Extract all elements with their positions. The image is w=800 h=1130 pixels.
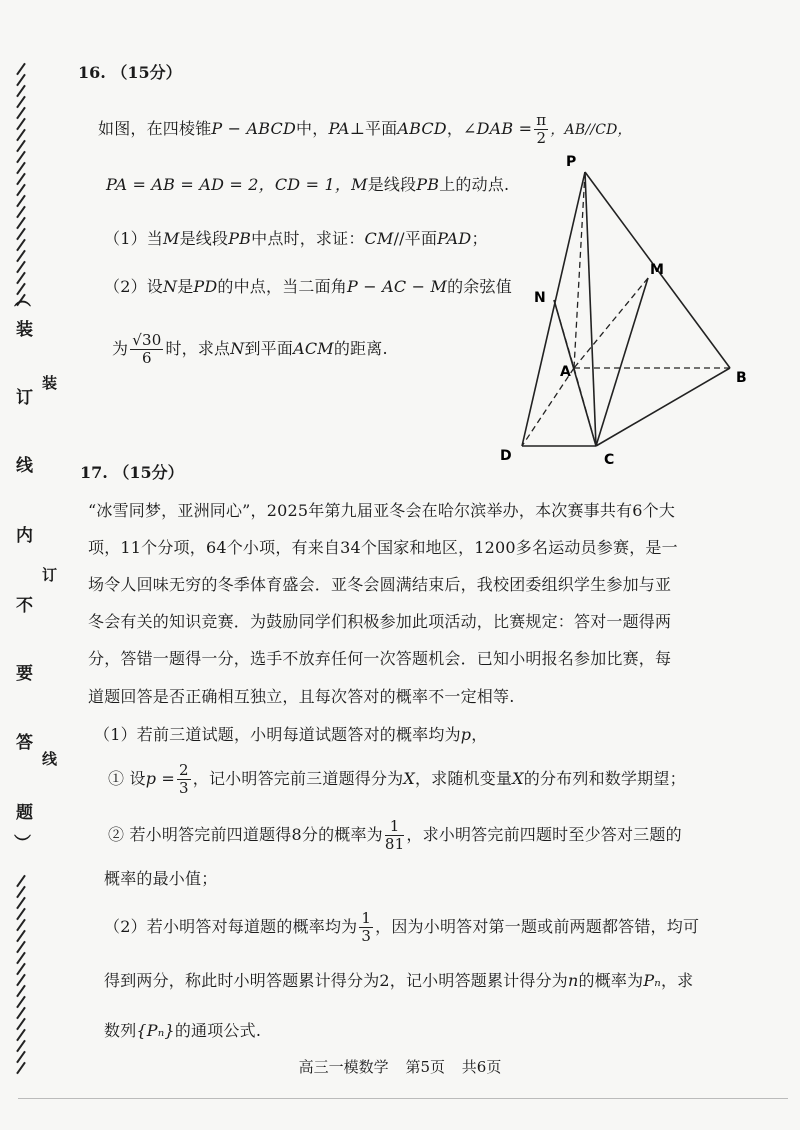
q16-text: ⊥平面 xyxy=(349,119,398,138)
frac-numerator: π xyxy=(536,111,547,129)
q17-math: p = xyxy=(145,769,176,788)
q17-math: n xyxy=(567,971,579,990)
q16-math: ABCD xyxy=(397,119,447,138)
q16-line1 xyxy=(98,112,632,147)
label-D: D xyxy=(500,448,512,464)
edge-PA xyxy=(574,172,585,368)
q16-math: CM xyxy=(364,229,394,248)
q16-math: P − ABCD xyxy=(211,119,297,138)
q17-text: 的概率为 xyxy=(578,971,644,990)
q16-math: N xyxy=(230,339,245,358)
q17-sub1 xyxy=(108,762,686,797)
binding-char-xian: 线 xyxy=(16,456,33,476)
frac-denominator: 3 xyxy=(179,779,189,797)
q17-text: ，记小明答完前三道题得分为 xyxy=(192,769,404,788)
page-footer xyxy=(0,1056,800,1077)
label-C: C xyxy=(604,452,615,468)
q17-math: {Pₙ} xyxy=(136,1021,175,1040)
q17-text: ，求随机变量 xyxy=(414,769,513,788)
q17-text: 的通项公式. xyxy=(174,1021,262,1040)
frac-numerator: 2 xyxy=(179,761,189,779)
q16-text: 到平面 xyxy=(244,339,294,358)
q17-text: ② 若小明答完前四道题得8分的概率为 xyxy=(108,825,383,844)
q16-text: 中点时，求证： xyxy=(251,229,365,248)
frac-denominator: 81 xyxy=(384,835,405,853)
binding-char-ti: 题 xyxy=(16,803,33,823)
label-M: M xyxy=(650,262,664,278)
binding-dashes-top xyxy=(10,68,32,310)
q17-para-line1: “冰雪同梦，亚洲同心”，2025年第九届亚冬会在哈尔滨举办，本次赛事共有6个大 xyxy=(88,501,676,520)
q16-math: PB xyxy=(416,175,440,194)
binding-paren-open: ︵ xyxy=(14,290,31,310)
q16-line2 xyxy=(106,172,509,195)
q16-header: 16. （15分） xyxy=(78,63,182,82)
q17-fraction-1-over-3 xyxy=(359,910,373,945)
q16-text: 是 xyxy=(177,277,194,296)
binding-char-da: 答 xyxy=(16,733,33,753)
q16-math: PAD xyxy=(437,229,472,248)
q16-text: 是线段 xyxy=(179,229,229,248)
q16-text: ； xyxy=(471,229,488,248)
q17-part2 xyxy=(104,910,699,945)
edge-PC xyxy=(585,172,596,446)
binding-paren-close: ︶ xyxy=(14,834,31,854)
q16-fraction-pi-over-2 xyxy=(534,112,548,147)
q17-text: ① 设 xyxy=(108,769,146,788)
frac-denominator: 3 xyxy=(361,927,372,945)
q17-sub2 xyxy=(108,818,682,853)
q17-para-line4: 冬会有关的知识竞赛．为鼓励同学们积极参加此项活动，比赛规定：答对一题得两 xyxy=(88,612,672,631)
q17-fraction-1-over-81 xyxy=(385,818,405,853)
q17-text: ，求 xyxy=(660,971,694,990)
binding-char-ding: 订 xyxy=(16,388,33,408)
frac-denominator: 2 xyxy=(536,129,547,147)
label-N: N xyxy=(534,290,546,306)
q17-text: 得到两分，称此时小明答题累计得分为2，记小明答题累计得分为 xyxy=(104,971,568,990)
q16-text: 的中点，当二面角 xyxy=(217,277,347,296)
q16-math: ACM xyxy=(293,339,334,358)
q16-math: P − AC − M xyxy=(347,277,448,296)
q16-math: M xyxy=(162,229,180,248)
q16-part2 xyxy=(104,274,512,297)
q17-fraction-2-over-3 xyxy=(177,762,191,797)
edge-MA xyxy=(574,278,648,368)
q16-text: 上的动点. xyxy=(439,175,510,194)
q17-text: ， xyxy=(471,725,488,744)
q16-math: PA xyxy=(328,119,350,138)
q17-header: 17. （15分） xyxy=(80,463,184,482)
binding-char-nei: 内 xyxy=(16,526,33,546)
q16-text: 时，求点 xyxy=(165,339,231,358)
edge-NA xyxy=(554,300,574,368)
q16-text: //平面 xyxy=(393,229,438,248)
pyramid-figure xyxy=(490,150,770,470)
label-A: A xyxy=(560,364,571,380)
q16-text: （2）设 xyxy=(104,277,163,296)
q16-text: 为 xyxy=(112,339,129,358)
q16-math: N xyxy=(162,277,178,296)
q16-text: 的距离. xyxy=(333,339,388,358)
binding-dashes-bottom xyxy=(10,880,32,1078)
label-P: P xyxy=(566,154,577,170)
q17-text: 的分布列和数学期望； xyxy=(523,769,686,788)
q16-fraction-sqrt30-over-6 xyxy=(130,332,163,367)
binding-char-zhuang: 装 xyxy=(16,320,33,340)
q16-math: PA = AB = AD = 2，CD = 1， xyxy=(106,175,352,194)
frac-numerator: √30 xyxy=(132,331,162,349)
q16-text: 中， xyxy=(296,119,329,138)
footer-total-pages: 共6页 xyxy=(461,1058,502,1076)
q17-part1 xyxy=(94,722,487,745)
q17-para-line5: 分，答错一题得一分，选手不放弃任何一次答题机会．已知小明报名参加比赛，每 xyxy=(88,649,672,668)
q16-part1 xyxy=(104,226,488,249)
q17-math: X xyxy=(512,769,524,788)
binding-inner-zhuang: 装 xyxy=(42,374,58,392)
frac-numerator: 1 xyxy=(361,909,372,927)
q17-part2c xyxy=(104,1018,261,1041)
q17-text: ，因为小明答对第一题或前两题都答错，均可 xyxy=(375,917,700,936)
footer-page-number: 第5页 xyxy=(405,1058,445,1076)
q16-text: （1）当 xyxy=(104,229,163,248)
q16-part2b xyxy=(112,332,388,367)
q17-para-line6: 道题回答是否正确相互独立，且每次答对的概率不一定相等. xyxy=(88,687,515,706)
q16-math: PD xyxy=(193,277,218,296)
q17-text: 数列 xyxy=(104,1021,137,1040)
q17-math: Pₙ xyxy=(643,971,661,990)
edge-PD xyxy=(522,172,585,446)
binding-char-bu: 不 xyxy=(16,596,33,616)
q16-text: 的余弦值 xyxy=(447,277,512,296)
footer-subject: 高三一模数学 xyxy=(298,1058,389,1076)
q16-math: ∠DAB = xyxy=(463,119,533,138)
q17-math: p xyxy=(460,725,472,744)
q16-text: 是线段 xyxy=(367,175,417,194)
frac-denominator: 6 xyxy=(141,349,152,367)
binding-inner-ding: 订 xyxy=(42,566,58,584)
q17-part2b xyxy=(104,968,693,991)
q16-math: PB xyxy=(228,229,252,248)
binding-inner-xian: 线 xyxy=(42,750,58,768)
q17-text: （1）若前三道试题，小明每道试题答对的概率均为 xyxy=(94,725,461,744)
q17-math: X xyxy=(403,769,415,788)
q16-math: ，AB//CD， xyxy=(550,122,632,138)
q16-text: ， xyxy=(446,119,464,138)
binding-char-yao: 要 xyxy=(16,664,33,684)
q17-text: （2）若小明答对每道题的概率均为 xyxy=(104,917,358,936)
q17-para-line3: 场令人回味无穷的冬季体育盛会．亚冬会圆满结束后，我校团委组织学生参加与亚 xyxy=(88,575,672,594)
q17-para-line2: 项，11个分项，64个小项，有来自34个国家和地区，1200多名运动员参赛，是一 xyxy=(88,538,678,557)
frac-numerator: 1 xyxy=(385,818,405,836)
q16-math: M xyxy=(351,175,368,194)
label-B: B xyxy=(736,370,747,386)
q17-sub2b: 概率的最小值； xyxy=(104,869,218,888)
bottom-rule xyxy=(18,1098,788,1099)
q16-text: 如图，在四棱锥 xyxy=(98,119,212,138)
q17-text: ，求小明答完前四题时至少答对三题的 xyxy=(406,825,682,844)
